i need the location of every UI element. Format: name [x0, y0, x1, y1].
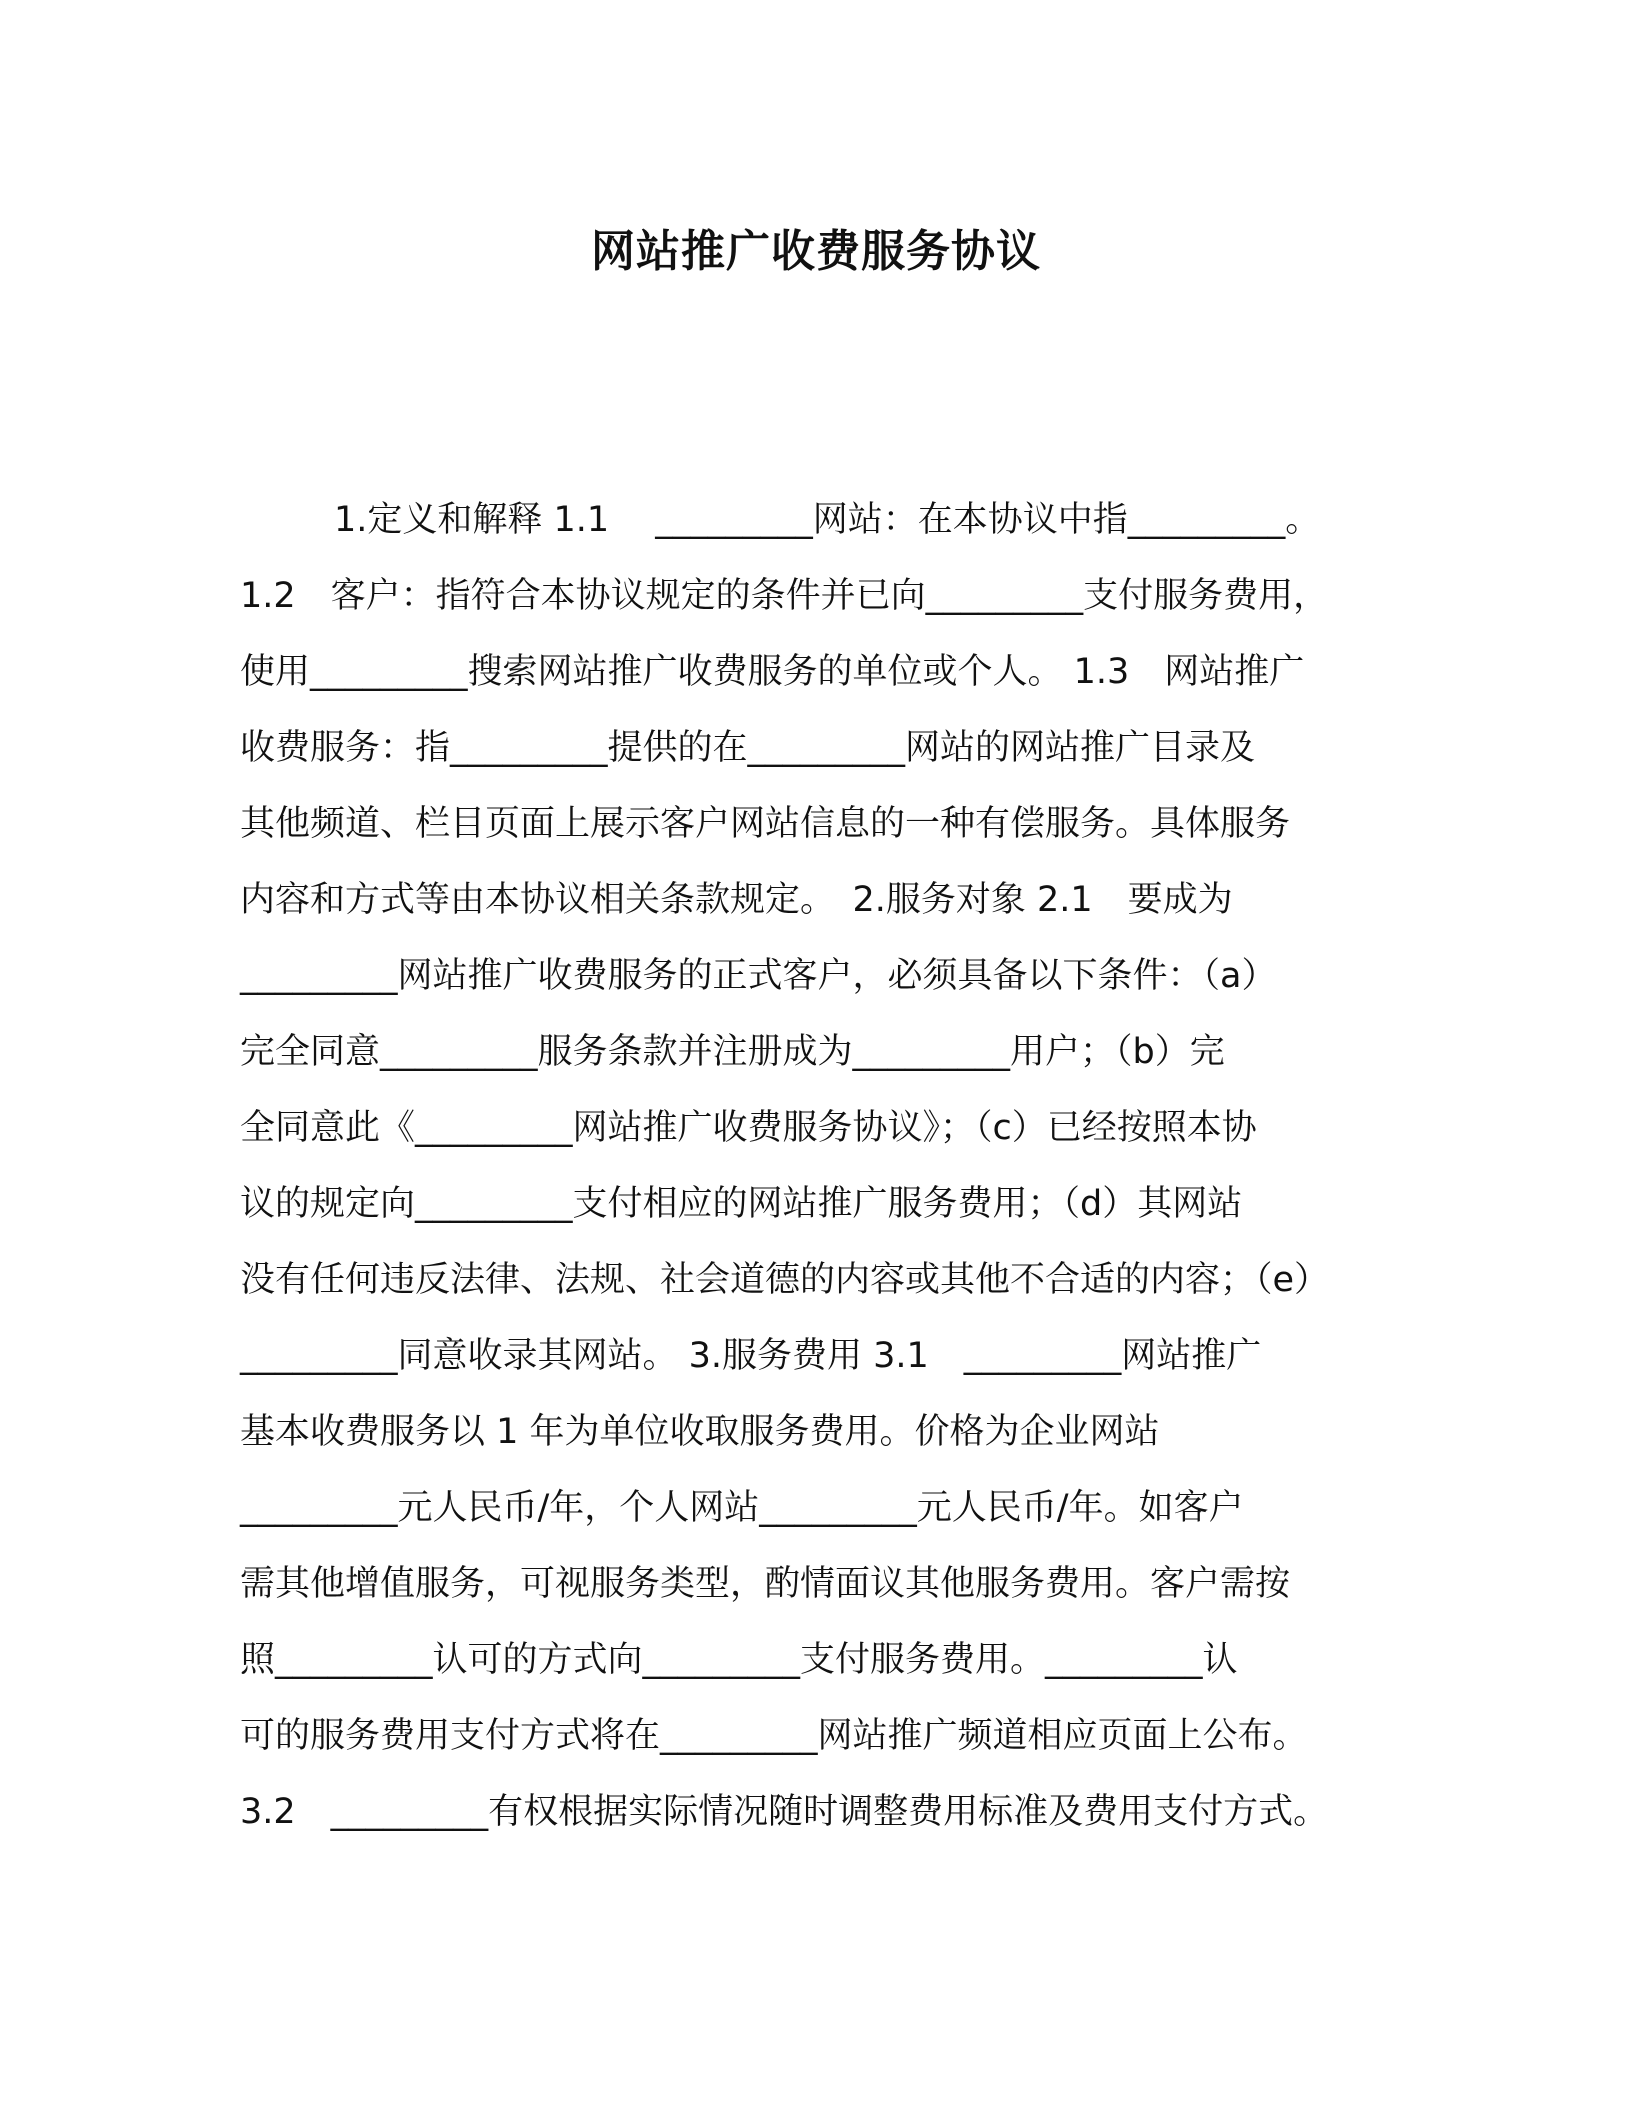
body-line: 完全同意_________服务条款并注册成为_________用户；（b）完 [240, 1032, 1225, 1072]
body-line: 3.2 _________有权根据实际情况随时调整费用标准及费用支付方式。 [240, 1792, 1329, 1832]
body-line: 议的规定向_________支付相应的网站推广服务费用；（d）其网站 [240, 1184, 1243, 1224]
body-line: 1.定义和解释 1.1 _________网站：在本协议中指_________。 [334, 500, 1321, 540]
body-line: 其他频道、栏目页面上展示客户网站信息的一种有偿服务。具体服务 [240, 804, 1291, 844]
body-line: 可的服务费用支付方式将在_________网站推广频道相应页面上公布。 [240, 1716, 1308, 1756]
body-line: 照_________认可的方式向_________支付服务费用。_________认 [240, 1640, 1238, 1680]
body-line: 没有任何违反法律、法规、社会道德的内容或其他不合适的内容；（e） [240, 1260, 1330, 1300]
body-line: 内容和方式等由本协议相关条款规定。 2.服务对象 2.1 要成为 [240, 880, 1233, 920]
document-title: 网站推广收费服务协议 [591, 226, 1041, 277]
body-line: 收费服务：指_________提供的在_________网站的网站推广目录及 [240, 728, 1256, 768]
body-line: _________元人民币/年，个人网站_________元人民币/年。如客户 [240, 1488, 1244, 1528]
body-line: 使用_________搜索网站推广收费服务的单位或个人。 1.3 网站推广 [240, 652, 1305, 692]
body-line: _________同意收录其网站。 3.服务费用 3.1 _________网站推广 [240, 1336, 1262, 1376]
body-line: 需其他增值服务，可视服务类型，酌情面议其他服务费用。客户需按 [240, 1564, 1291, 1604]
body-line: _________网站推广收费服务的正式客户，必须具备以下条件：（a） [240, 956, 1277, 996]
body-line: 基本收费服务以 1 年为单位收取服务费用。价格为企业网站 [240, 1412, 1160, 1452]
body-line: 全同意此《_________网站推广收费服务协议》；（c）已经按照本协 [240, 1108, 1257, 1148]
body-line: 1.2 客户：指符合本协议规定的条件并已向_________支付服务费用， [240, 576, 1329, 616]
